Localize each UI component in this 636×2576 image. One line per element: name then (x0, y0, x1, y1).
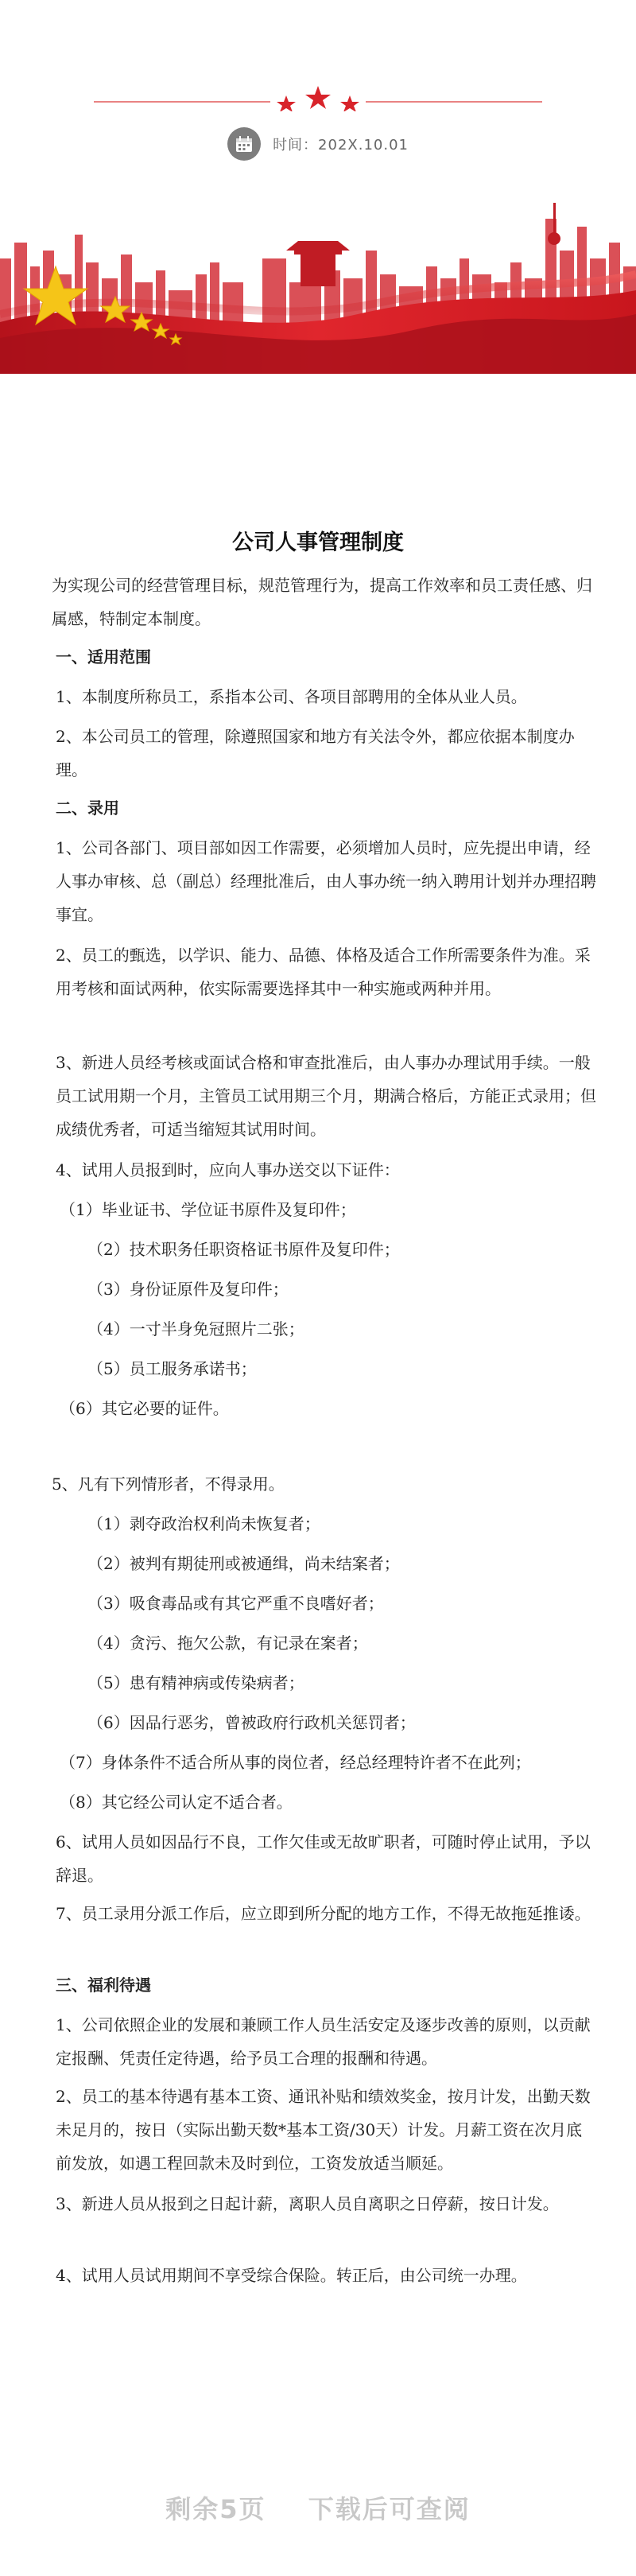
download-to-view-link[interactable]: 下载后可查阅 (308, 2494, 471, 2524)
list-item: （4）贪污、拖欠公款，有记录在案者； (87, 1634, 368, 1653)
intro-paragraph: 为实现公司的经营管理目标，规范管理行为，提高工作效率和员工责任感、归属感，特制定本制度。 (52, 576, 592, 628)
paragraph: 1、公司各部门、项目部如因工作需要，必须增加人员时，应先提出申请，经人事办审核、总（副总）经理批准后，由人事办统一纳入聘用计划并办理招聘事宜。 (56, 838, 596, 924)
list-item: （5）患有精神病或传染病者； (87, 1673, 304, 1692)
list-item: （7）身体条件不适合所从事的岗位者，经总经理特许者不在此列； (60, 1753, 531, 1772)
list-item: （6）因品行恶劣，曾被政府行政机关惩罚者； (87, 1713, 416, 1732)
star-icon (277, 95, 296, 111)
list-item: （6）其它必要的证件。 (60, 1399, 229, 1418)
section-heading: 三、福利待遇 (56, 1976, 151, 1995)
decorative-stars (0, 80, 636, 111)
paragraph: 4、试用人员试用期间不享受综合保险。转正后，由公司统一办理。 (56, 2266, 527, 2285)
city-skyline-banner (0, 203, 636, 374)
paragraph: 6、试用人员如因品行不良，工作欠佳或无故旷职者，可随时停止试用，予以辞退。 (56, 1832, 591, 1885)
remaining-pages-label: 剩余5页 (165, 2494, 266, 2524)
paragraph: 3、新进人员经考核或面试合格和审查批准后，由人事办办理试用手续。一般员工试用期一个月，主管员工试用期三个月，期满合格后，方能正式录用；但成绩优秀者，可适当缩短其试用时间。 (56, 1053, 596, 1139)
list-item: （2）技术职务任职资格证书原件及复印件； (87, 1240, 400, 1259)
paragraph: 2、本公司员工的管理，除遵照国家和地方有关法令外，都应依据本制度办理。 (56, 727, 575, 779)
list-item: （1）剥夺政治权利尚未恢复者； (87, 1514, 320, 1533)
star-icon (305, 86, 331, 109)
list-item: （1）毕业证书、学位证书原件及复印件； (60, 1200, 356, 1219)
header-banner (0, 0, 636, 374)
date-row (0, 127, 636, 167)
paragraph: 1、公司依照企业的发展和兼顾工作人员生活安定及逐步改善的原则，以贡献定报酬、凭责任定待遇，给予员工合理的报酬和待遇。 (56, 2015, 591, 2068)
star-icon (340, 95, 359, 111)
paragraph: 2、员工的甄选，以学识、能力、品德、体格及适合工作所需要条件为准。采用考核和面试两种，依实际需要选择其中一种实施或两种并用。 (56, 946, 591, 998)
download-prompt[interactable] (0, 2489, 636, 2526)
calendar-icon (227, 127, 261, 161)
paragraph: 1、本制度所称员工，系指本公司、各项目部聘用的全体从业人员。 (56, 687, 527, 706)
section-heading: 一、适用范围 (56, 647, 151, 666)
paragraph: 7、员工录用分派工作后，应立即到所分配的地方工作，不得无故拖延推诿。 (56, 1904, 591, 1923)
list-item: （4）一寸半身免冠照片二张； (87, 1319, 304, 1339)
list-item: （8）其它经公司认定不适合者。 (60, 1793, 293, 1812)
list-item: （3）吸食毒品或有其它严重不良嗜好者； (87, 1594, 384, 1613)
date-label: 时间：202X.10.01 (273, 137, 409, 153)
list-item: （2）被判有期徒刑或被通缉，尚未结案者； (87, 1554, 400, 1573)
list-item: （3）身份证原件及复印件； (87, 1280, 289, 1299)
list-item: （5）员工服务承诺书； (87, 1359, 257, 1378)
document-title: 公司人事管理制度 (232, 530, 404, 555)
paragraph: 3、新进人员从报到之日起计薪，离职人员自离职之日停薪，按日计发。 (56, 2194, 559, 2213)
section-heading: 二、录用 (56, 798, 119, 818)
paragraph: 5、凡有下列情形者，不得录用。 (52, 1474, 285, 1494)
paragraph: 2、员工的基本待遇有基本工资、通讯补贴和绩效奖金，按月计发，出勤天数未足月的，按日（实际出勤天数*基本工资/30天）计发。月薪工资在次月底前发放，如遇工程回款未及时到位，工资发放适当顺延。 (56, 2087, 591, 2173)
paragraph: 4、试用人员报到时，应向人事办送交以下证件： (56, 1160, 400, 1179)
